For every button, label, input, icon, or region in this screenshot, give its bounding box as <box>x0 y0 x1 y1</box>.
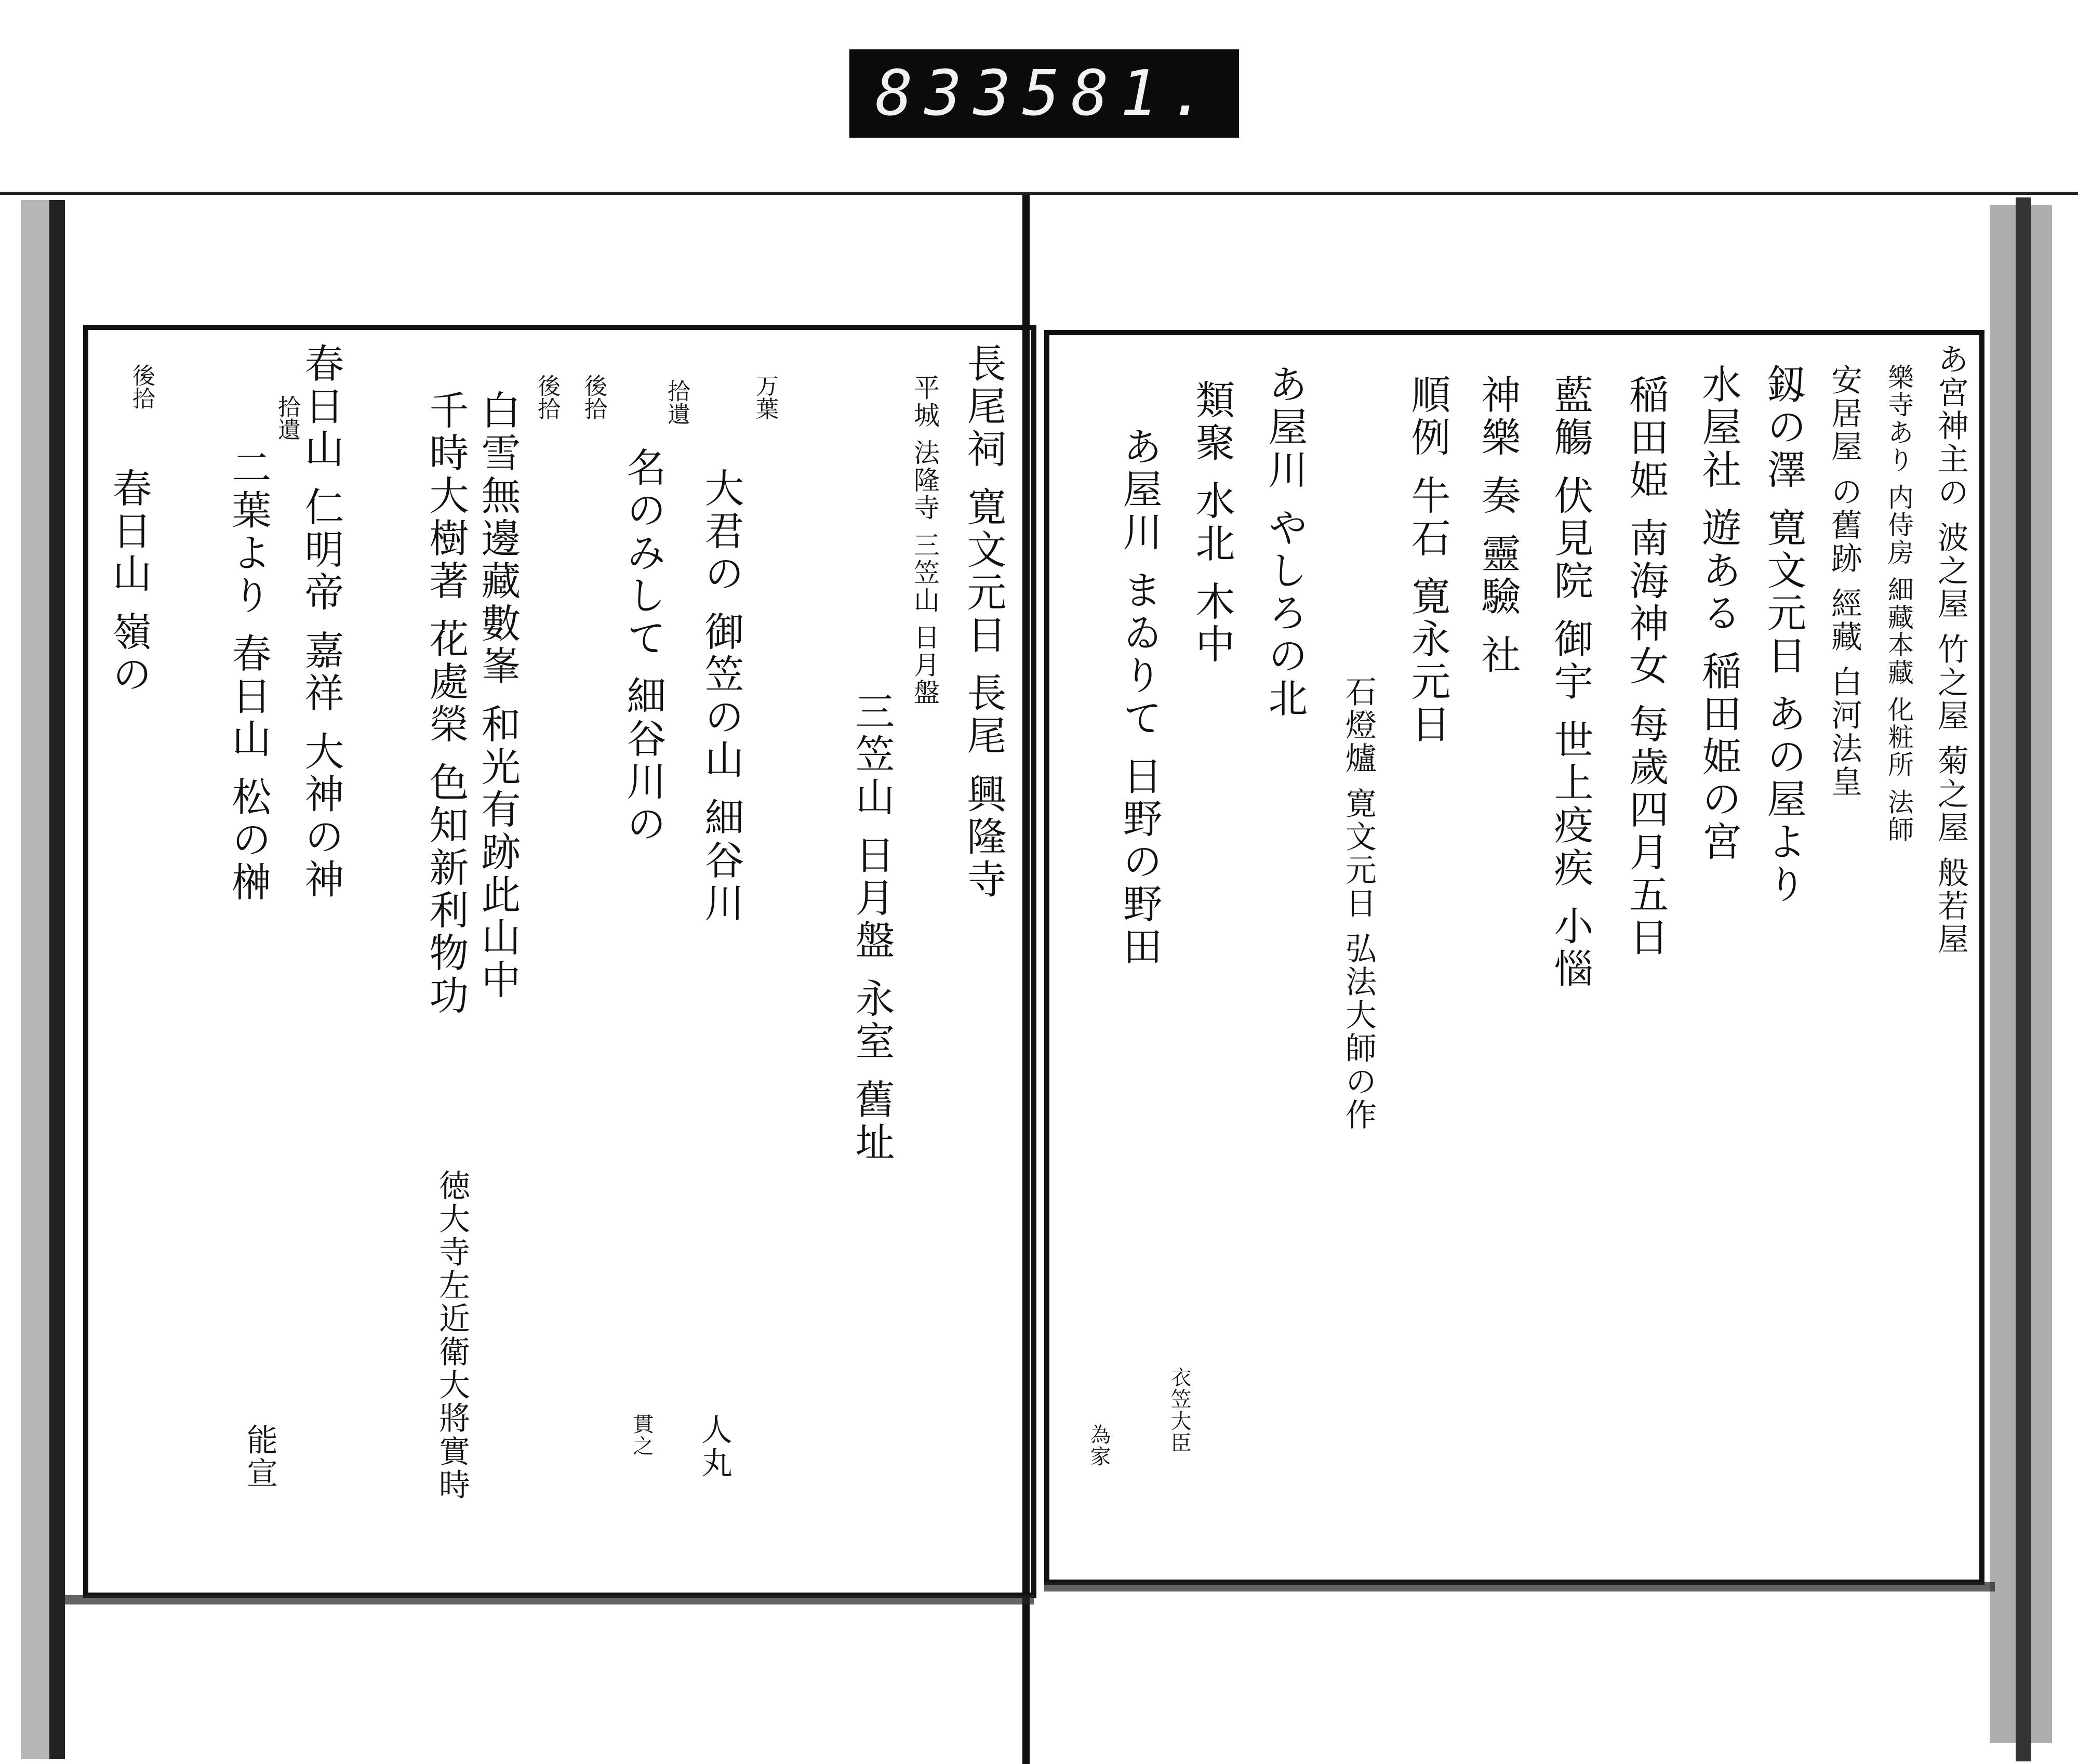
left-page-column-2: 平城 法隆寺 三笠山 日月盤 <box>910 374 940 707</box>
right-page-column-10: 石燈爐 寛文元日 弘法大師の作 <box>1340 675 1377 1132</box>
right-book-fore-edge <box>2016 197 2031 1761</box>
right-page-column-3: 安居屋 の舊跡 經藏 白河法皇 <box>1826 364 1862 799</box>
left-page-column-17: 二葉より 春日山 松の榊 <box>225 447 272 905</box>
right-page-column-12: 類聚 水北 木中 <box>1189 379 1235 667</box>
left-page-column-7: 名のみして 細谷川の <box>620 447 667 846</box>
reel-number-right: 581. <box>1022 57 1218 130</box>
left-page-author-sanetoki: 徳大寺左近衛大將實時 <box>434 1169 470 1502</box>
reel-number-label <box>849 49 1239 138</box>
left-page-column-5: 大君の 御笠の山 細谷川 <box>698 468 744 925</box>
left-page-column-12: 白雪無邊藏數峯 和光有跡此山中 <box>475 390 521 1002</box>
right-page-column-5: 水屋社 遊ある 稲田姫の宮 <box>1696 364 1742 864</box>
right-page-column-13: あ屋川 まゐりて 日野の野田 <box>1116 426 1163 969</box>
right-page-column-1: あ宮神主の 波之屋 竹之屋 菊之屋 般若屋 <box>1933 343 1969 957</box>
left-page-author-yoshinobu: 能宣 <box>242 1424 278 1490</box>
left-page-column-18: 春日山 嶺の <box>106 468 152 697</box>
right-page-column-7: 藍觴 伏見院 御宇 世上疫疾 小惱 <box>1548 374 1594 991</box>
right-page-column-6: 稲田姫 南海神女 每歲四月五日 <box>1623 374 1669 960</box>
left-page-column-16: 春日山 仁明帝 嘉祥 大神の神 <box>298 343 344 901</box>
left-page-author-tsurayuki: 貫之 <box>630 1413 654 1457</box>
left-page-author-hitomaro: 人丸 <box>696 1413 732 1480</box>
right-page-column-2: 樂寺あり 内侍房 細藏本藏 化粧所 法師 <box>1884 364 1914 844</box>
right-page-column-8: 神樂 奏 靈驗 社 <box>1475 374 1521 677</box>
right-page-column-11: あ屋川 やしろの北 <box>1262 364 1308 721</box>
left-book-spine <box>49 200 65 1759</box>
left-page-column-1: 長尾祠 寛文元日 長尾 興隆寺 <box>961 343 1007 901</box>
left-page-label-goshui-3: 後拾 <box>128 364 155 409</box>
right-page-column-4: 釼の澤 寛文元日 あの屋より <box>1761 364 1807 907</box>
left-page-label-shui-2: 拾遺 <box>274 395 300 441</box>
left-page-label-goshui-2: 後拾 <box>534 374 560 420</box>
left-page-column-3: 三笠山 日月盤 永室 舊址 <box>849 691 895 1164</box>
right-page-author-1: 衣笠大臣 <box>1167 1367 1191 1454</box>
reel-number-left: 833 <box>875 57 1022 130</box>
left-page-label-goshui: 後拾 <box>580 374 607 420</box>
right-page-column-9: 順例 牛石 寛永元日 <box>1405 374 1451 747</box>
right-page-author-2: 為家 <box>1087 1424 1111 1467</box>
left-page-label-shui: 拾遺 <box>663 379 690 425</box>
left-page-column-13: 千時大樹著 花處榮 色知新利物功 <box>423 390 469 1018</box>
left-page-label-manyo: 万葉 <box>752 374 778 420</box>
